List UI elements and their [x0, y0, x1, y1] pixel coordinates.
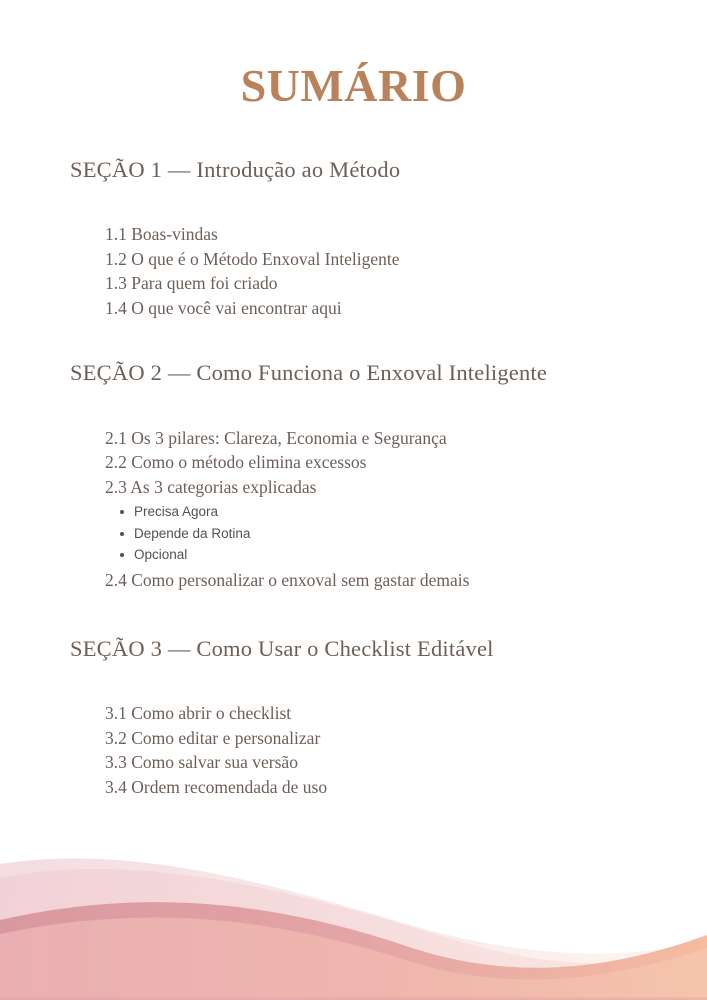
toc-item: 2.3 As 3 categorias explicadas	[105, 476, 317, 497]
toc-sub-list-wrapper	[105, 501, 671, 566]
section-2	[70, 358, 671, 592]
section-1-heading: SEÇÃO 1 — Introdução ao Método	[70, 157, 401, 183]
toc-item: 3.3 Como salvar sua versão	[105, 752, 298, 773]
toc-item: 3.1 Como abrir o checklist	[105, 703, 292, 724]
toc-item: 1.1 Boas-vindas	[105, 224, 218, 245]
section-1-list	[105, 222, 671, 320]
toc-item: 1.2 O que é o Método Enxoval Inteligente	[105, 248, 400, 269]
toc-item: 2.1 Os 3 pilares: Clareza, Economia e Segurança	[105, 427, 447, 448]
toc-item: 3.4 Ordem recomendada de uso	[105, 776, 328, 797]
page-title: SUMÁRIO	[240, 60, 467, 111]
toc-item: 3.2 Como editar e personalizar	[105, 727, 321, 748]
section-3	[70, 634, 671, 799]
bullet-item: Opcional	[119, 544, 671, 566]
wave-decoration	[0, 850, 707, 1000]
section-2-heading: SEÇÃO 2 — Como Funciona o Enxoval Inteligente	[70, 360, 548, 386]
section-3-list	[105, 701, 671, 799]
toc-item: 1.4 O que você vai encontrar aqui	[105, 297, 342, 318]
toc-item: 1.3 Para quem foi criado	[105, 273, 278, 294]
section-1	[70, 155, 671, 320]
bullet-item: Precisa Agora	[119, 501, 671, 523]
section-2-list	[105, 426, 671, 593]
toc-item: 2.2 Como o método elimina excessos	[105, 452, 367, 473]
toc-item: 2.4 Como personalizar o enxoval sem gastar demais	[105, 569, 470, 590]
category-bullet-list	[119, 501, 671, 566]
section-3-heading: SEÇÃO 3 — Como Usar o Checklist Editável	[70, 636, 494, 662]
bullet-item: Depende da Rotina	[119, 523, 671, 545]
